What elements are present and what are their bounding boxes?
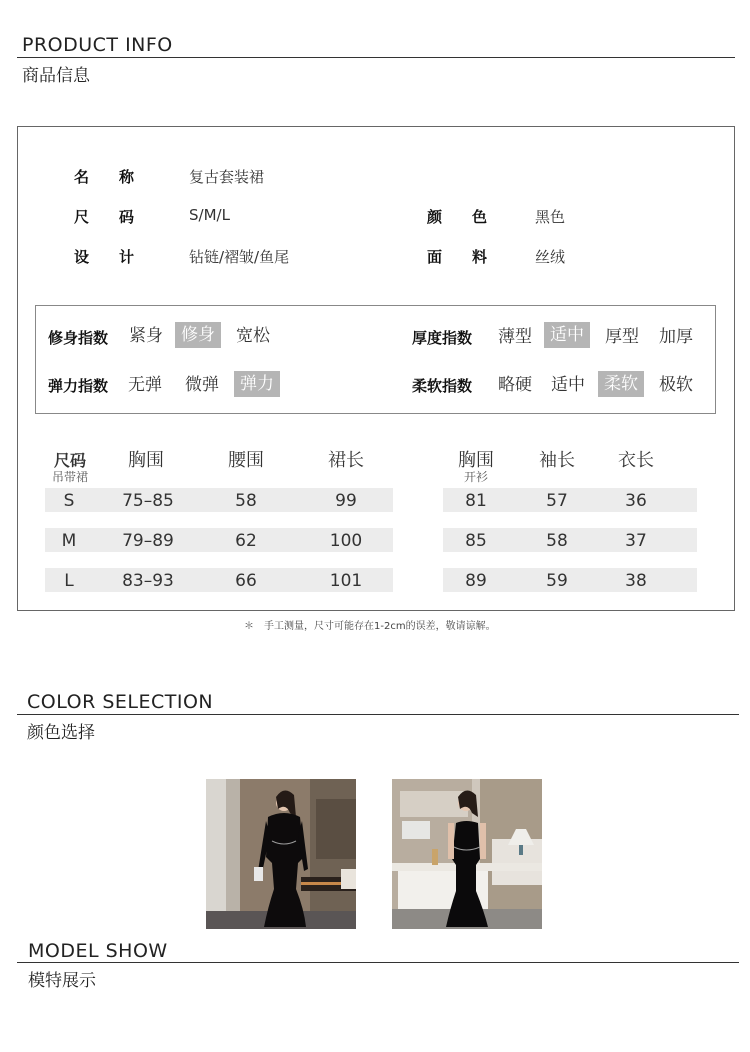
size-header: 尺码 bbox=[53, 451, 86, 470]
top-length-header: 衣长 bbox=[618, 450, 654, 471]
model-show-rule bbox=[17, 962, 739, 963]
spec-name-label: 名 称 bbox=[74, 168, 135, 186]
softness-option: 极软 bbox=[659, 375, 693, 395]
spec-size-label: 尺 码 bbox=[74, 208, 135, 226]
table-cell: L bbox=[64, 571, 74, 591]
table-cell: 100 bbox=[329, 531, 363, 551]
thickness-option-selected: 适中 bbox=[544, 322, 590, 348]
spec-name-value: 复古套装裙 bbox=[189, 168, 265, 186]
thickness-option: 加厚 bbox=[659, 327, 693, 347]
table-cell: 75–85 bbox=[122, 491, 174, 511]
table-cell: 89 bbox=[465, 571, 487, 591]
table-cell: 81 bbox=[465, 491, 487, 511]
color-selection-subtitle: 颜色选择 bbox=[27, 723, 95, 743]
color-selection-rule bbox=[17, 714, 739, 715]
softness-option-selected: 柔软 bbox=[598, 371, 644, 397]
model-show-title: MODEL SHOW bbox=[28, 940, 168, 962]
spec-fabric-label: 面 料 bbox=[427, 248, 488, 266]
softness-option: 略硬 bbox=[498, 375, 532, 395]
table-cell: 36 bbox=[625, 491, 647, 511]
thickness-option: 厚型 bbox=[605, 327, 639, 347]
elasticity-option: 微弹 bbox=[185, 375, 219, 395]
table-cell: 66 bbox=[235, 571, 257, 591]
product-info-rule bbox=[17, 57, 735, 58]
size-header-sub: 吊带裙 bbox=[51, 470, 88, 484]
sleeve-length-header: 袖长 bbox=[539, 450, 575, 471]
color-photo-cardigan bbox=[206, 779, 356, 929]
waist-header: 腰围 bbox=[228, 450, 264, 471]
table-cell: 85 bbox=[465, 531, 487, 551]
table-cell: 83–93 bbox=[122, 571, 174, 591]
spec-color-label: 颜 色 bbox=[427, 208, 488, 226]
thickness-option: 薄型 bbox=[498, 327, 532, 347]
table-cell: 37 bbox=[625, 531, 647, 551]
skirt-length-header: 裙长 bbox=[328, 450, 364, 471]
table-cell: 58 bbox=[546, 531, 568, 551]
thickness-index-title: 厚度指数 bbox=[412, 329, 473, 347]
table-cell: 58 bbox=[235, 491, 257, 511]
elasticity-option: 无弹 bbox=[128, 375, 162, 395]
product-info-subtitle: 商品信息 bbox=[22, 66, 90, 86]
bust-header: 胸围 bbox=[128, 450, 164, 471]
spec-design-value: 钻链/褶皱/鱼尾 bbox=[189, 248, 290, 266]
table-cell: M bbox=[61, 531, 77, 551]
cardigan-header-sub: 开衫 bbox=[463, 470, 488, 484]
fit-option: 紧身 bbox=[129, 326, 163, 346]
fit-index-title: 修身指数 bbox=[48, 329, 109, 347]
softness-option: 适中 bbox=[551, 375, 585, 395]
elasticity-index-title: 弹力指数 bbox=[48, 377, 109, 395]
table-cell: 101 bbox=[329, 571, 363, 591]
spec-color-value: 黑色 bbox=[535, 208, 566, 226]
table-cell: 62 bbox=[235, 531, 257, 551]
cardigan-bust-header: 胸围 bbox=[458, 450, 494, 471]
spec-size-value: S/M/L bbox=[189, 206, 230, 224]
softness-index-title: 柔软指数 bbox=[412, 377, 473, 395]
table-cell: S bbox=[63, 491, 75, 511]
measurement-note: ＊ 手工测量，尺寸可能存在1-2cm的误差，敬请谅解。 bbox=[244, 621, 496, 632]
color-photo-slip-dress bbox=[392, 779, 542, 929]
table-cell: 59 bbox=[546, 571, 568, 591]
color-selection-title: COLOR SELECTION bbox=[27, 691, 214, 713]
fit-option: 宽松 bbox=[236, 326, 270, 346]
model-show-subtitle: 模特展示 bbox=[28, 971, 96, 991]
product-info-title: PRODUCT INFO bbox=[22, 34, 173, 56]
fit-option-selected: 修身 bbox=[175, 322, 221, 348]
table-cell: 79–89 bbox=[122, 531, 174, 551]
table-cell: 99 bbox=[335, 491, 357, 511]
elasticity-option-selected: 弹力 bbox=[234, 371, 280, 397]
table-cell: 38 bbox=[625, 571, 647, 591]
spec-design-label: 设 计 bbox=[74, 248, 135, 266]
spec-fabric-value: 丝绒 bbox=[535, 248, 566, 266]
table-cell: 57 bbox=[546, 491, 568, 511]
